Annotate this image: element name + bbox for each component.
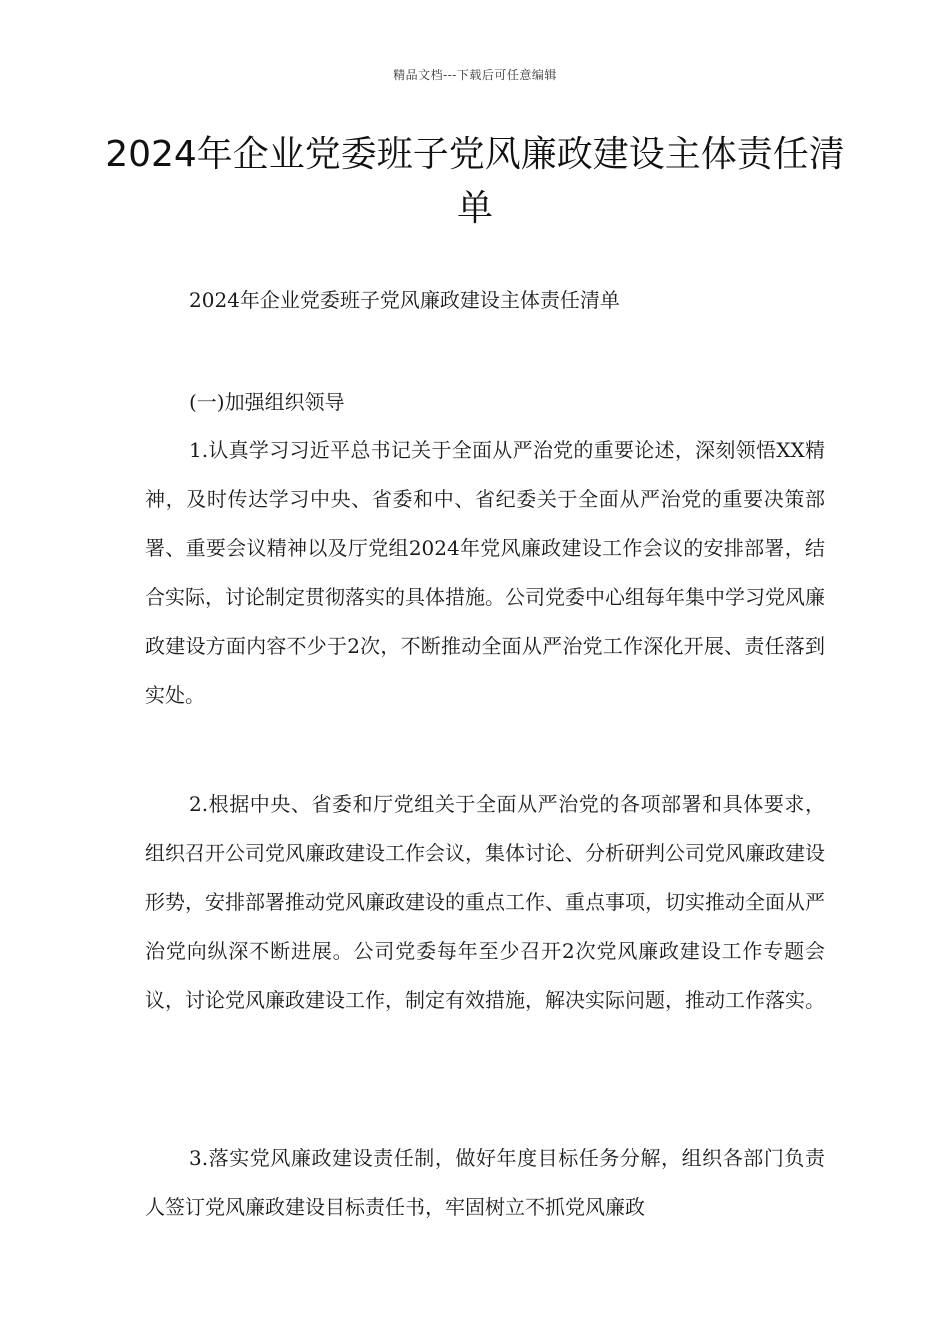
paragraph-2: 2.根据中央、省委和厅党组关于全面从严治党的各项部署和具体要求，组织召开公司党风廉政建设工作会议，集体讨论、分析研判公司党风廉政建设形势，安排部署推动党风廉政建设的重点工作、重点事项，切实推动全面从严治党向纵深不断进展。公司党委每年至少召开2次党风廉政建设工作专题会议，讨论党风廉政建设工作，制定有效措施，解决实际问题，推动工作落实。 xyxy=(145,792,825,1012)
section-heading: (一)加强组织领导 xyxy=(189,390,345,414)
paragraph-1: 1.认真学习习近平总书记关于全面从严治党的重要论述，深刻领悟XX精神，及时传达学习中央、省委和中、省纪委关于全面从严治党的重要决策部署、重要会议精神以及厅党组2024年党风廉政建设工作会议的安排部署，结合实际，讨论制定贯彻落实的具体措施。公司党委中心组每年集中学习党风廉政建设方面内容不少于2次，不断推动全面从严治党工作深化开展、责任落到实处。 xyxy=(145,438,825,707)
paragraph-3: 3.落实党风廉政建设责任制，做好年度目标任务分解，组织各部门负责人签订党风廉政建设目标责任书，牢固树立不抓党风廉政 xyxy=(145,1146,825,1219)
header-note: 精品文档---下载后可任意编辑 xyxy=(393,68,557,82)
document-title: 2024年企业党委班子党风廉政建设主体责任清单 xyxy=(105,134,845,229)
document-subtitle: 2024年企业党委班子党风廉政建设主体责任清单 xyxy=(189,288,620,312)
